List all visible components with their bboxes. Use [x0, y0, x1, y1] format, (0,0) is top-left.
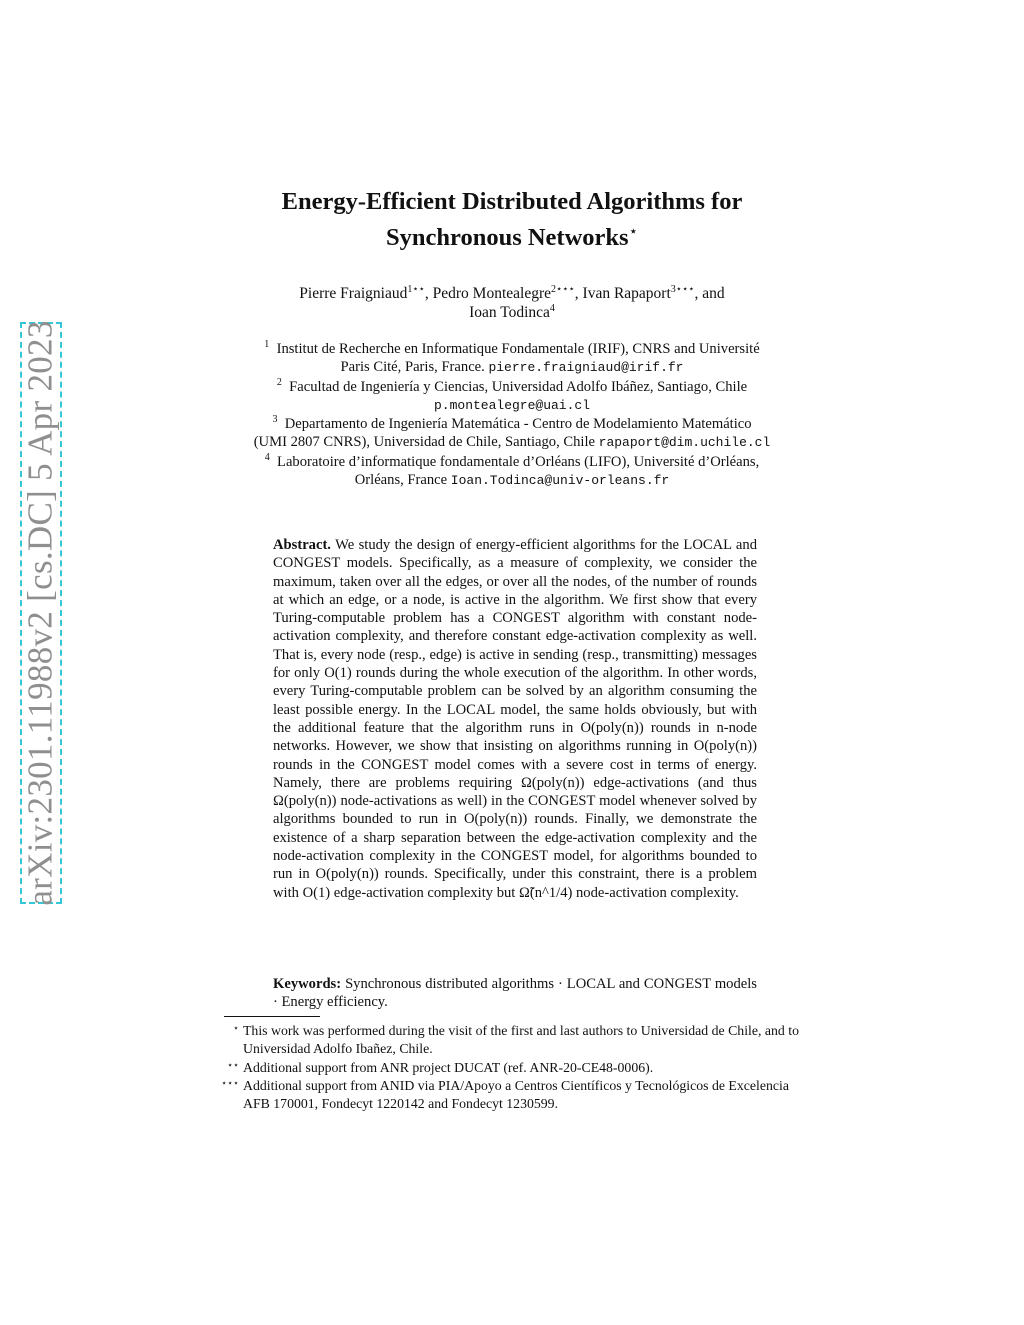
keywords	[273, 975, 757, 1012]
abstract-label: Abstract.	[273, 537, 331, 553]
email-link[interactable]: p.montealegre@uai.cl	[433, 397, 591, 413]
author-name: Ioan Todinca	[469, 304, 550, 321]
author-name: Pierre Fraigniaud	[299, 285, 408, 302]
author-name: Pedro Montealegre	[432, 285, 551, 302]
author-affiliation-mark: 2⋆⋆⋆	[551, 284, 575, 295]
affiliations	[0, 340, 1024, 490]
abstract	[273, 536, 757, 902]
paper-title	[0, 186, 1024, 253]
abstract-text: We study the design of energy-efficient algorithms for the LOCAL and CONGEST models. Specifically, as a measure of complexity, we consider the maximum, taken over all the edges, or over all the nodes, of the number of rounds at which an edge, or a node, is active in the algorithm. We first show that every Turing-computable problem has a CONGEST algorithm with constant node-activation complexity, and therefore constant edge-activation complexity as well. That is, every node (resp., edge) is active in sending (resp., transmitting) messages for only O(1) rounds during the whole execution of the algorithm. In other words, every Turing-computable problem can be solved by an algorithm consuming the least possible energy. In the LOCAL model, the same holds obviously, but with the additional feature that the algorithm runs in O(poly(n)) rounds in n-node networks. However, we show that insisting on algorithms running in O(poly(n)) rounds in the CONGEST model comes with a severe cost in terms of energy. Namely, there are problems requiring Ω(poly(n)) edge-activations (and thus Ω(poly(n)) node-activations as well) in the CONGEST model whenever solved by algorithms bounded to run in O(poly(n)) rounds. Finally, we demonstrate the existence of a sharp separation between the edge-activation complexity and the node-activation complexity in the CONGEST model, for algorithms bounded to run in O(poly(n)) rounds. Specifically, under this constraint, there is a problem with O(1) edge-activation complexity but Ω̃(n^1/4) node-activation complexity.	[273, 537, 757, 901]
author-affiliation-mark: 4	[549, 303, 555, 314]
affiliation-3: $^3$ Departamento de Ingeniería Matemática - Centro de Modelamiento Matemático (UMI 2807 CNRS), Universidad de Chile, Santiago, Chile rapaport@dim.uchile.cl	[253, 414, 771, 451]
footnote	[205, 1022, 807, 1059]
affiliation-4: $^4$ Laboratoire d’informatique fondamentale d’Orléans (LIFO), Université d’Orléans, Orléans, France Ioan.Todinca@univ-orleans.fr	[264, 451, 760, 489]
arxiv-identifier: arXiv:2301.11988v2 [cs.DC] 5 Apr 2023	[21, 320, 60, 906]
footnote-text: Additional support from ANR project DUCAT (ref. ANR-20-CE48-0006).	[243, 1059, 654, 1075]
footnote-mark: ⋆	[233, 1024, 239, 1034]
footnote-text: This work was performed during the visit of the first and last authors to Universidad de Chile, and to Universidad Adolfo Ibañez, Chile.	[243, 1023, 799, 1057]
title-footnote-mark: ⋆	[628, 224, 638, 240]
footnote-text: Additional support from ANID via PIA/Apoyo a Centros Científicos y Tecnológicos de Excelencia AFB 170001, Fondecyt 1220142 and Fondecyt 1230599.	[243, 1077, 789, 1112]
author-list: Pierre Fraigniaud$^{1⋆⋆}$, Pedro Montealegre$^{2⋆⋆⋆}$, Ivan Rapaport$^{3⋆⋆⋆}$, and Ioan Todinca$^4$	[299, 284, 725, 321]
author-affiliation-mark: 3⋆⋆⋆	[670, 284, 695, 295]
email-link[interactable]: pierre.fraigniaud@irif.fr	[488, 360, 684, 376]
email-link[interactable]: rapaport@dim.uchile.cl	[598, 435, 771, 451]
title-line-1: Energy-Efficient Distributed Algorithms for	[281, 188, 743, 215]
footnote-divider	[224, 1016, 320, 1017]
author-affiliation-mark: 1⋆⋆	[407, 284, 425, 295]
affiliation-2: $^2$ Facultad de Ingeniería y Ciencias, Universidad Adolfo Ibáñez, Santiago, Chile p.montealegre@uai.cl	[276, 376, 748, 413]
keywords-label: Keywords:	[273, 976, 342, 992]
email-link[interactable]: Ioan.Todinca@univ-orleans.fr	[450, 473, 670, 489]
footnote	[205, 1077, 807, 1114]
title-line-2: Synchronous Networks⋆	[386, 224, 638, 251]
keywords-text: Synchronous distributed algorithms · LOCAL and CONGEST models · Energy efficiency.	[273, 976, 757, 1011]
author-name: Ivan Rapaport	[582, 285, 671, 302]
footnote-mark: ⋆⋆⋆	[221, 1078, 239, 1089]
footnote	[205, 1059, 807, 1077]
footnotes	[205, 1022, 807, 1113]
affiliation-1: $^1$ Institut de Recherche en Informatique Fondamentale (IRIF), CNRS and Université Paris Cité, Paris, France. pierre.fraigniaud@irif.fr	[264, 339, 760, 376]
footnote-mark: ⋆⋆	[227, 1060, 239, 1071]
